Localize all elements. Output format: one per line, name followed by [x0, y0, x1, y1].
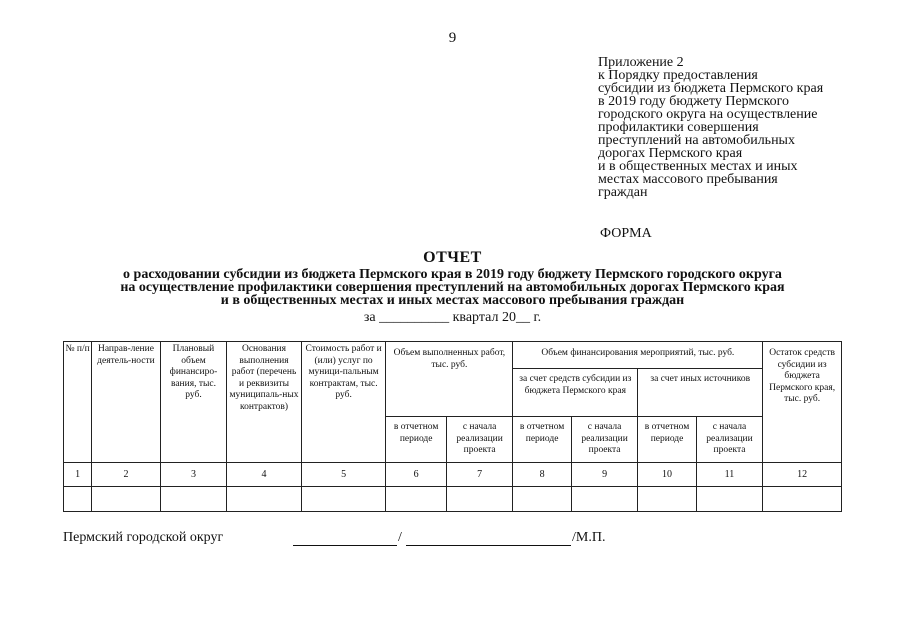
header-direction: Направ-ление деятель-ности	[92, 342, 161, 463]
column-number: 10	[638, 463, 696, 487]
appendix-block	[598, 56, 898, 199]
column-number: 3	[160, 463, 227, 487]
column-number: 6	[386, 463, 446, 487]
empty-cell[interactable]	[513, 487, 571, 512]
column-number: 5	[301, 463, 386, 487]
column-number: 9	[571, 463, 638, 487]
column-number: 12	[763, 463, 842, 487]
header-reporting-period: в отчетном периоде	[638, 417, 696, 463]
name-line[interactable]	[406, 545, 571, 546]
appendix-line: и в общественных местах и иных	[598, 159, 798, 174]
table-row	[64, 487, 842, 512]
header-financing: Объем финансирования мероприятий, тыс. руб.	[513, 342, 763, 369]
empty-cell[interactable]	[638, 487, 696, 512]
empty-cell[interactable]	[160, 487, 227, 512]
footer-organization: Пермский городской округ	[63, 530, 224, 545]
header-planned: Плановый объем финансиро-вания, тыс. руб.	[160, 342, 227, 463]
empty-cell[interactable]	[763, 487, 842, 512]
header-since-start: с начала реализации проекта	[446, 417, 513, 463]
header-done: Объем выполненных работ, тыс. руб.	[386, 342, 513, 417]
report-subtitle	[0, 268, 905, 307]
column-number: 8	[513, 463, 571, 487]
column-number: 1	[64, 463, 92, 487]
appendix-line: местах массового пребывания	[598, 172, 778, 187]
empty-cell[interactable]	[571, 487, 638, 512]
header-cost: Стоимость работ и (или) услуг по муници-пальным контрактам, тыс. руб.	[301, 342, 386, 463]
header-basis: Основания выполнения работ (перечень и реквизиты муниципаль-ных контрактов)	[227, 342, 302, 463]
appendix-line: субсидии из бюджета Пермского края	[598, 81, 824, 96]
header-remainder: Остаток средств субсидии из бюджета Пермского края, тыс. руб.	[763, 342, 842, 463]
form-label: ФОРМА	[600, 226, 652, 241]
header-num: № п/п	[64, 342, 92, 463]
report-period: за __________ квартал 20__ г.	[363, 310, 542, 325]
empty-cell[interactable]	[92, 487, 161, 512]
appendix-line: дорогах Пермского края	[598, 146, 743, 161]
subtitle-line: о расходовании субсидии из бюджета Пермского края в 2019 году бюджету Пермского городского округа	[123, 267, 782, 282]
report-table	[63, 341, 842, 512]
column-number: 7	[446, 463, 513, 487]
appendix-line: городского округа на осуществление	[598, 107, 818, 122]
header-subsidy: за счет средств субсидии из бюджета Пермского края	[513, 369, 638, 417]
appendix-line: профилактики совершения	[598, 120, 759, 135]
empty-cell[interactable]	[696, 487, 763, 512]
page-number: 9	[448, 30, 457, 46]
signature-line[interactable]	[293, 545, 397, 546]
header-reporting-period: в отчетном периоде	[513, 417, 571, 463]
appendix-line: преступлений на автомобильных	[598, 133, 795, 148]
empty-cell[interactable]	[64, 487, 92, 512]
empty-cell[interactable]	[301, 487, 386, 512]
empty-cell[interactable]	[446, 487, 513, 512]
subtitle-line: на осуществление профилактики совершения преступлений на автомобильных дорогах Пермского края	[120, 280, 785, 295]
appendix-line: к Порядку предоставления	[598, 68, 758, 83]
column-number: 4	[227, 463, 302, 487]
seal-label: /М.П.	[572, 530, 606, 545]
column-number: 11	[696, 463, 763, 487]
header-other: за счет иных источников	[638, 369, 763, 417]
column-number: 2	[92, 463, 161, 487]
appendix-line: в 2019 году бюджету Пермского	[598, 94, 790, 109]
column-number-row	[64, 463, 842, 487]
header-reporting-period: в отчетном периоде	[386, 417, 446, 463]
subtitle-line: и в общественных местах и иных местах массового пребывания граждан	[220, 293, 685, 308]
report-title: ОТЧЕТ	[423, 249, 482, 266]
empty-cell[interactable]	[386, 487, 446, 512]
appendix-line: Приложение 2	[598, 55, 684, 70]
empty-cell[interactable]	[227, 487, 302, 512]
appendix-line: граждан	[598, 185, 648, 200]
header-since-start: с начала реализации проекта	[571, 417, 638, 463]
header-since-start: с начала реализации проекта	[696, 417, 763, 463]
footer-separator: /	[398, 530, 402, 545]
header-row-1	[64, 342, 842, 369]
